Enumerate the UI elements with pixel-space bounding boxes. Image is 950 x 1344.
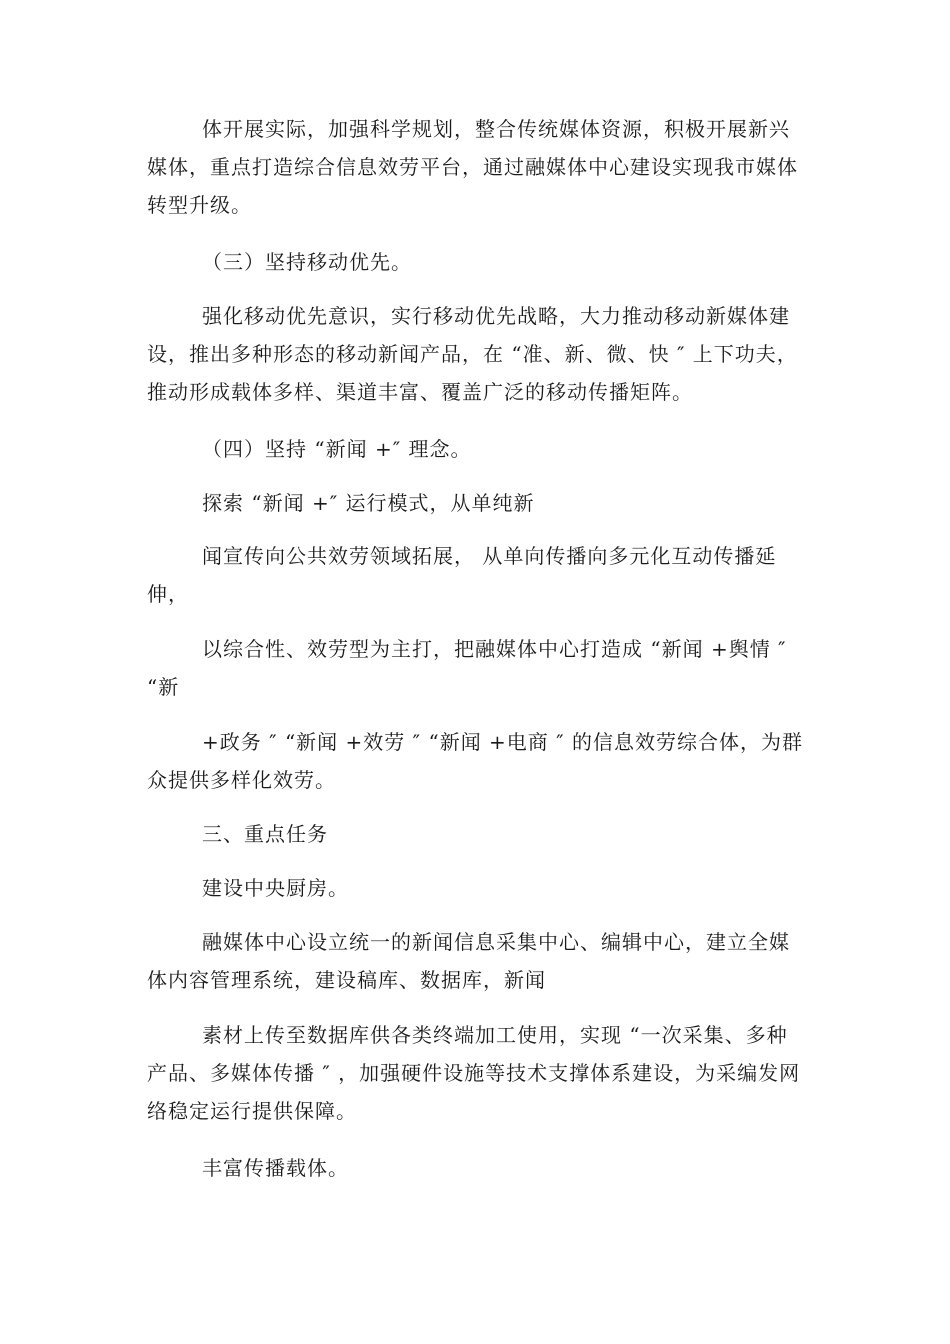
heading-mobile-first: （三）坚持移动优先。 xyxy=(202,250,412,274)
paragraph-content-system: 融媒体中心设立统一的新闻信息采集中心、编辑中心，建立全媒体内容管理系统，建设稿库、数据库，新闻 xyxy=(147,930,790,992)
paragraph-material-upload: 素材上传至数据库供各类终端加工使用，实现 “一次采集、多种产品、多媒体传播 ″ ，加强硬件设施等技术支撑体系建设，为采编发网络稳定运行提供保障。 xyxy=(147,1023,801,1123)
heading-key-tasks: 三、重点任务 xyxy=(202,822,328,846)
paragraph-public-service: 闻宣传向公共效劳领域拓展， 从单向传播向多元化互动传播延伸， xyxy=(147,544,777,606)
paragraph-mobile-strategy: 强化移动优先意识，实行移动优先战略，大力推动移动新媒体建设，推出多种形态的移动新闻产品，在 “准、新、微、快 ″ 上下功夫，推动形成载体多样、渠道丰富、覆盖广泛的移动传播矩阵。 xyxy=(147,304,798,404)
paragraph-media-transformation: 体开展实际，加强科学规划，整合传统媒体资源，积极开展新兴媒体，重点打造综合信息效劳平台，通过融媒体中心建设实现我市媒体转型升级。 xyxy=(147,117,798,217)
paragraph-integrated-services: +政务 ″ “新闻 +效劳 ″ “新闻 +电商 ″ 的信息效劳综合体，为群众提供多样化效劳。 xyxy=(147,730,803,792)
heading-enrich-carriers: 丰富传播载体。 xyxy=(202,1156,349,1180)
heading-news-plus: （四）坚持 “新闻 +″ 理念。 xyxy=(202,437,472,461)
paragraph-comprehensive: 以综合性、效劳型为主打，把融媒体中心打造成 “新闻 +舆情 ″ “新 xyxy=(147,637,787,699)
heading-central-kitchen: 建设中央厨房。 xyxy=(202,876,349,900)
paragraph-news-plus-mode: 探索 “新闻 +″ 运行模式，从单纯新 xyxy=(202,491,535,515)
